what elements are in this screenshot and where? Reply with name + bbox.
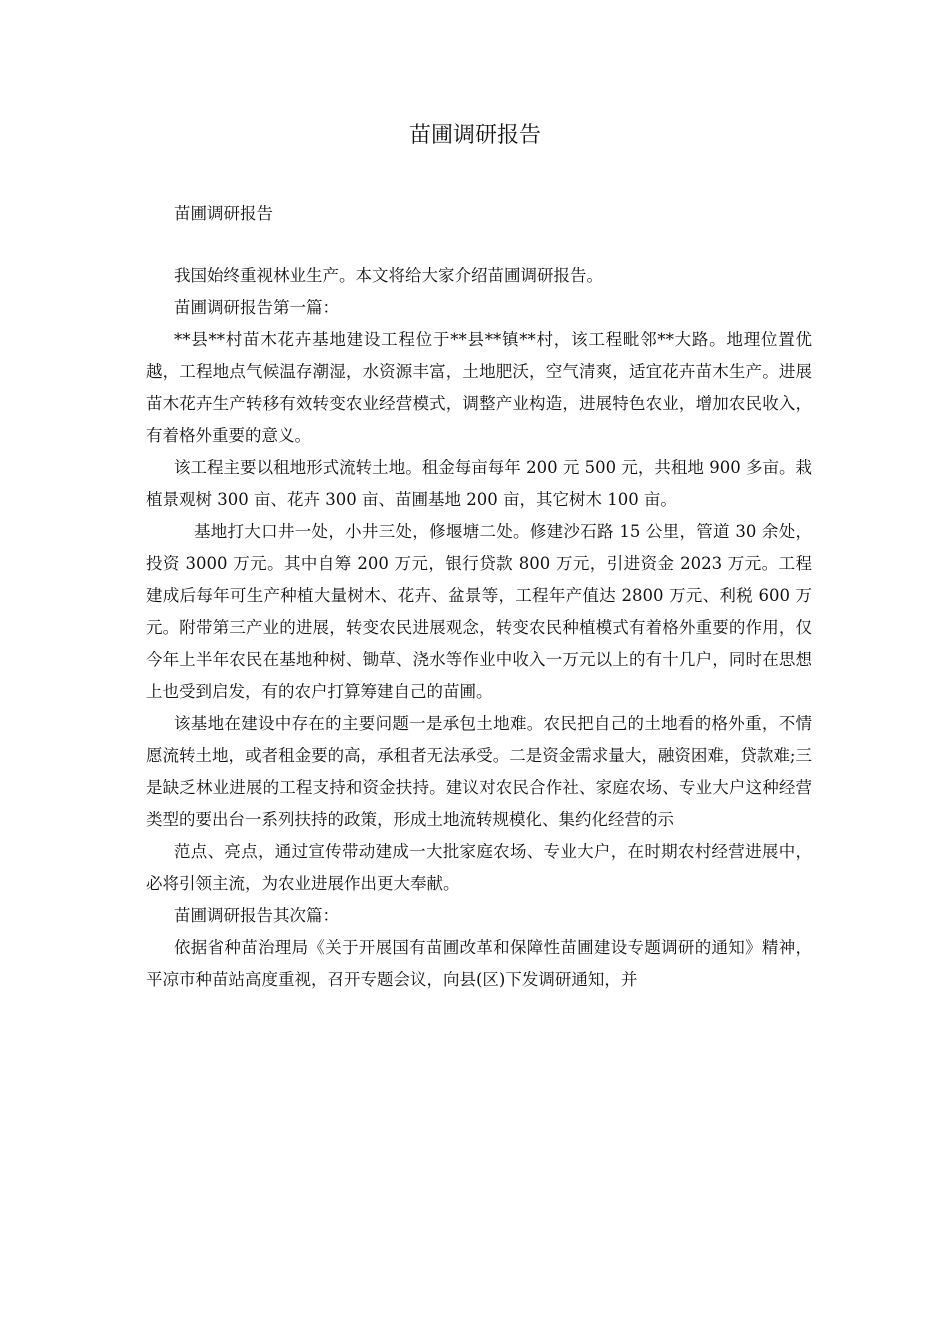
- body-paragraph: 范点、亮点，通过宣传带动建成一大批家庭农场、专业大户，在时期农村经营进展中，必将引领主流，为农业进展作出更大奉献。: [146, 842, 812, 893]
- body-paragraph: 基地打大口井一处，小井三处，修堰塘二处。修建沙石路 15 公里，管道 30 余处，投资 3000 万元。其中自筹 200 万元，银行贷款 800 万元，引进资金 2023 万元。工程建成后每年可生产种植大量树木、花卉、盆景等，工程年产值达 2800 万元、利税 600 万元。附带第三产业的进展，转变农民进展观念，转变农民种植模式有着格外重要的作用，仅今年上半年农民在基地种树、锄草、浇水等作业中收入一万元以上的有十几户，同时在思想上也受到启发，有的农户打算筹建自己的苗圃。: [146, 522, 812, 701]
- body-paragraph: 依据省种苗治理局《关于开展国有苗圃改革和保障性苗圃建设专题调研的通知》精神，平凉市种苗站高度重视，召开专题会议，向县(区)下发调研通知，并: [146, 938, 812, 989]
- intro-paragraph: 我国始终重视林业生产。本文将给大家介绍苗圃调研报告。: [174, 266, 603, 285]
- section-heading-first: 苗圃调研报告第一篇：: [174, 298, 339, 317]
- document-title: 苗圃调研报告: [408, 123, 541, 148]
- section-heading-second: 苗圃调研报告其次篇：: [174, 906, 339, 925]
- body-paragraph: 该基地在建设中存在的主要问题一是承包土地难。农民把自己的土地看的格外重，不情愿流转土地，或者租金要的高，承租者无法承受。二是资金需求量大，融资困难，贷款难;三是缺乏林业进展的工程支持和资金扶持。建议对农民合作社、家庭农场、专业大户这种经营类型的要出台一系列扶持的政策，形成土地流转规模化、集约化经营的示: [146, 714, 812, 829]
- document-body: [146, 198, 812, 996]
- body-paragraph: 该工程主要以租地形式流转土地。租金每亩每年 200 元 500 元，共租地 900 多亩。栽植景观树 300 亩、花卉 300 亩、苗圃基地 200 亩，其它树木 100 亩。: [146, 458, 812, 509]
- document-subtitle: 苗圃调研报告: [174, 204, 273, 223]
- body-paragraph: **县**村苗木花卉基地建设工程位于**县**镇**村，该工程毗邻**大路。地理位置优越，工程地点气候温存潮湿，水资源丰富，土地肥沃，空气清爽，适宜花卉苗木生产。进展苗木花卉生产转移有效转变农业经营模式，调整产业构造，进展特色农业，增加农民收入，有着格外重要的意义。: [146, 330, 812, 445]
